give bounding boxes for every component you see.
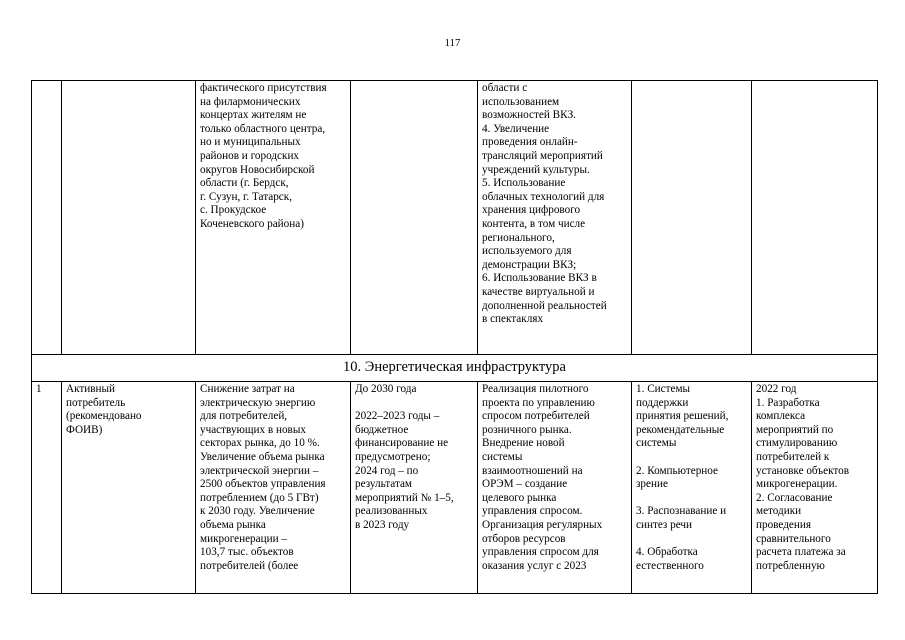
- text-line: концертах жителям не: [200, 109, 307, 122]
- text-line: ОРЭМ – создание: [482, 478, 568, 491]
- text-line: фактического присутствия: [200, 82, 327, 94]
- text-line: возможностей ВКЗ.: [482, 109, 576, 122]
- text-line: мероприятий № 1–5,: [355, 491, 454, 504]
- paragraph-gap: [636, 492, 747, 506]
- effect-cell: [196, 382, 351, 594]
- cont-cell-plan: [752, 81, 878, 355]
- text-line: 3. Распознавание и: [636, 505, 727, 518]
- text-line: регионального,: [482, 231, 555, 244]
- text-line: проекта по управлению: [482, 396, 595, 409]
- text-line: для потребителей,: [200, 410, 288, 423]
- text-line: 2. Согласование: [756, 491, 833, 504]
- page-number: 117: [444, 37, 461, 49]
- text-line: потребителей к: [756, 450, 830, 463]
- initiative-name: [66, 383, 191, 437]
- deadline-text: [355, 383, 473, 397]
- text-line: взаимоотношений на: [482, 464, 583, 477]
- initiative-name-cell: [62, 382, 196, 594]
- text-line: потребителей (более: [200, 559, 299, 572]
- text-line: целевого рынка: [482, 491, 557, 504]
- effect-text: [200, 383, 346, 573]
- text-line: ФОИВ): [66, 423, 103, 436]
- cont-measures-text: [482, 82, 627, 327]
- text-line: качестве виртуальной и: [482, 285, 595, 298]
- text-line: Активный: [66, 383, 116, 395]
- plan-text: [756, 383, 873, 573]
- cont-cell-measures: [478, 81, 632, 355]
- text-line: учреждений культуры.: [482, 163, 590, 176]
- text-line: г. Сузун, г. Татарск,: [200, 190, 292, 203]
- text-line: естественного: [636, 559, 704, 572]
- paragraph-gap: [355, 397, 473, 411]
- text-line: зрение: [636, 478, 668, 491]
- text-line: управления спросом.: [482, 505, 583, 518]
- text-line: Увеличение объема рынка: [200, 450, 325, 463]
- text-line: 2022–2023 годы –: [355, 410, 440, 423]
- text-line: принятия решений,: [636, 410, 729, 423]
- paragraph-gap: [636, 451, 747, 465]
- text-line: секторах рынка, до 10 %.: [200, 437, 320, 450]
- text-line: облачных технологий для: [482, 190, 605, 203]
- cont-cell-effect: [196, 81, 351, 355]
- text-line: сравнительного: [756, 532, 831, 545]
- text-line: объема рынка: [200, 518, 266, 531]
- text-line: электрическую энергию: [200, 396, 316, 409]
- cont-cell-number: [32, 81, 62, 355]
- text-line: контента, в том числе: [482, 217, 586, 230]
- text-line: только областного центра,: [200, 122, 326, 135]
- text-line: участвующих в новых: [200, 423, 306, 436]
- text-line: системы: [482, 450, 523, 463]
- cont-cell-deadline: [351, 81, 478, 355]
- section-title: 10. Энергетическая инфраструктура: [32, 355, 878, 382]
- text-line: используемого для: [482, 245, 572, 258]
- text-line: в 2023 году: [355, 518, 410, 531]
- text-line: проведения: [756, 518, 811, 531]
- text-line: проведения онлайн-: [482, 136, 578, 149]
- text-line: в спектаклях: [482, 313, 544, 326]
- deadline-cell: [351, 382, 478, 594]
- text-line: области (г. Бердск,: [200, 177, 289, 190]
- text-line: демонстрации ВКЗ;: [482, 258, 577, 271]
- paragraph-gap: [636, 533, 747, 547]
- measures-text: [482, 383, 627, 573]
- text-line: расчета платежа за: [756, 546, 846, 559]
- cont-effect-text: [200, 82, 346, 232]
- text-line: Снижение затрат на: [200, 383, 295, 395]
- text-line: 5. Использование: [482, 177, 566, 190]
- cont-cell-name: [62, 81, 196, 355]
- financing-text: [355, 410, 473, 532]
- continuation-row: [32, 81, 878, 355]
- text-line: результатам: [355, 478, 413, 491]
- text-line: микрогенерации.: [756, 478, 838, 491]
- text-line: Реализация пилотного: [482, 383, 589, 395]
- document-table: [31, 80, 878, 594]
- text-line: микрогенерации –: [200, 532, 287, 545]
- text-line: поддержки: [636, 396, 689, 409]
- text-line: потребленную: [756, 559, 825, 572]
- text-line: Коченевского района): [200, 217, 304, 230]
- text-line: 6. Использование ВКЗ в: [482, 272, 597, 285]
- measures-cell: [478, 382, 632, 594]
- text-line: районов и городских: [200, 149, 300, 162]
- technology-item-1: [636, 383, 747, 451]
- text-line: комплекса: [756, 410, 806, 423]
- text-line: трансляций мероприятий: [482, 149, 603, 162]
- text-line: оказания услуг с 2023: [482, 559, 587, 572]
- text-line: к 2030 году. Увеличение: [200, 505, 315, 518]
- text-line: на филармонических: [200, 95, 301, 108]
- text-line: потребитель: [66, 396, 126, 409]
- text-line: мероприятий по: [756, 423, 834, 436]
- text-line: 1. Системы: [636, 383, 691, 395]
- text-line: 1. Разработка: [756, 396, 820, 409]
- text-line: но и муниципальных: [200, 136, 301, 149]
- text-line: (рекомендовано: [66, 410, 142, 423]
- text-line: финансирование не: [355, 437, 449, 450]
- text-line: использованием: [482, 95, 560, 108]
- text-line: хранения цифрового: [482, 204, 581, 217]
- technologies-cell: [632, 382, 752, 594]
- table-row: [32, 382, 878, 594]
- technology-item-3: [636, 505, 747, 532]
- text-line: 2. Компьютерное: [636, 464, 718, 477]
- row-number: 1: [32, 382, 62, 594]
- cont-cell-technologies: [632, 81, 752, 355]
- text-line: округов Новосибирской: [200, 163, 315, 176]
- text-line: 2500 объектов управления: [200, 478, 326, 491]
- text-line: методики: [756, 505, 802, 518]
- text-line: Внедрение новой: [482, 437, 565, 450]
- text-line: розничного рынка.: [482, 423, 572, 436]
- text-line: Организация регулярных: [482, 518, 603, 531]
- plan-cell: [752, 382, 878, 594]
- text-line: предусмотрено;: [355, 450, 431, 463]
- text-line: бюджетное: [355, 423, 409, 436]
- text-line: установке объектов: [756, 464, 849, 477]
- text-line: электрической энергии –: [200, 464, 319, 477]
- text-line: дополненной реальностей: [482, 299, 607, 312]
- text-line: реализованных: [355, 505, 428, 518]
- text-line: управления спросом для: [482, 546, 599, 559]
- technology-item-2: [636, 465, 747, 492]
- text-line: 4. Увеличение: [482, 122, 550, 135]
- text-line: 2022 год: [756, 383, 797, 395]
- text-line: с. Прокудское: [200, 204, 267, 217]
- text-line: области с: [482, 82, 528, 94]
- text-line: системы: [636, 437, 677, 450]
- text-line: синтез речи: [636, 518, 693, 531]
- text-line: спросом потребителей: [482, 410, 590, 423]
- text-line: стимулированию: [756, 437, 838, 450]
- text-line: рекомендательные: [636, 423, 725, 436]
- text-line: 2024 год – по: [355, 464, 419, 477]
- technology-item-4: [636, 546, 747, 573]
- text-line: До 2030 года: [355, 383, 417, 395]
- section-row: [32, 355, 878, 382]
- text-line: 103,7 тыс. объектов: [200, 546, 294, 559]
- text-line: потреблением (до 5 ГВт): [200, 491, 319, 504]
- text-line: отборов ресурсов: [482, 532, 566, 545]
- text-line: 4. Обработка: [636, 546, 698, 559]
